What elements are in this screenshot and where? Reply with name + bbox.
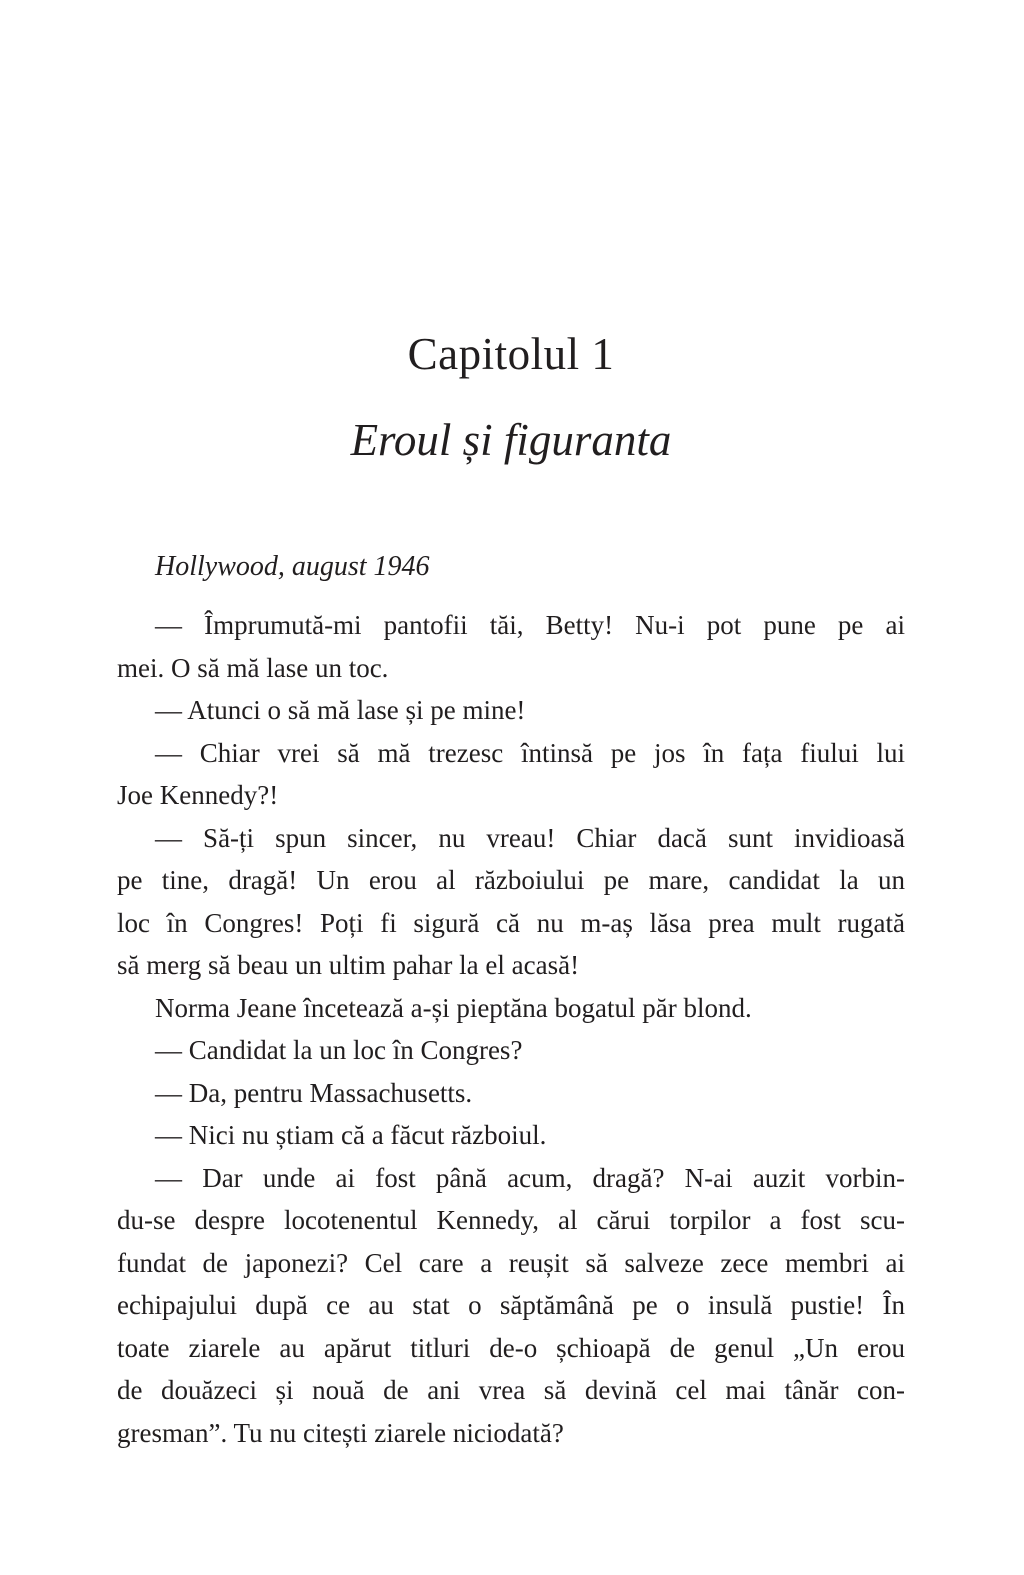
text-line: de douăzeci și nouă de ani vrea să devină cel mai tânăr con- <box>117 1375 905 1405</box>
paragraph <box>117 1157 905 1455</box>
text-line: fundat de japonezi? Cel care a reușit să salveze zece membri ai <box>117 1247 905 1278</box>
text-line: Joe Kennedy?! <box>117 780 279 810</box>
paragraph <box>117 987 905 1030</box>
text-line: — Candidat la un loc în Congres? <box>155 1035 523 1065</box>
text-line: — Nici nu știam că a făcut războiul. <box>155 1120 547 1150</box>
text-line: — Dar unde ai fost până acum, dragă? N-ai auzit vorbin- <box>155 1162 905 1193</box>
paragraph <box>117 1114 905 1157</box>
text-line: — Da, pentru Massachusetts. <box>155 1077 473 1108</box>
text-line: Norma Jeane încetează a-și pieptăna bogatul păr blond. <box>155 992 752 1023</box>
paragraph <box>117 817 905 987</box>
text-line: mei. O să mă lase un toc. <box>117 652 389 683</box>
paragraph <box>117 1029 905 1072</box>
paragraph <box>117 732 905 817</box>
paragraph <box>117 689 905 732</box>
text-line: gresman”. Tu nu citești ziarele niciodată? <box>117 1417 564 1448</box>
dateline: Hollywood, august 1946 <box>155 551 430 582</box>
paragraph <box>117 604 905 689</box>
text-line: să merg să beau un ultim pahar la el acasă! <box>117 950 580 980</box>
chapter-title: Capitolul 1 <box>407 329 615 379</box>
text-line: du-se despre locotenentul Kennedy, al cărui torpilor a fost scu- <box>117 1205 905 1235</box>
text-line: — Atunci o să mă lase și pe mine! <box>155 695 526 725</box>
paragraph <box>117 1072 905 1115</box>
body-paragraphs <box>117 604 905 1454</box>
text-line: pe tine, dragă! Un erou al războiului pe mare, candidat la un <box>117 865 905 895</box>
text-line: — Împrumută-mi pantofii tăi, Betty! Nu-i pot pune pe ai <box>155 610 905 640</box>
text-block <box>117 0 905 1454</box>
text-line: toate ziarele au apărut titluri de-o șchioapă de genul „Un erou <box>117 1332 905 1363</box>
chapter-subtitle: Eroul și figuranta <box>350 415 672 465</box>
text-line: loc în Congres! Poți fi sigură că nu m-aș lăsa prea mult rugată <box>117 907 905 938</box>
text-line: — Să-ți spun sincer, nu vreau! Chiar dacă sunt invidioasă <box>155 822 905 853</box>
text-line: echipajului după ce au stat o săptămână pe o insulă pustie! În <box>117 1290 905 1320</box>
text-line: — Chiar vrei să mă trezesc întinsă pe jos în fața fiului lui <box>155 737 905 768</box>
